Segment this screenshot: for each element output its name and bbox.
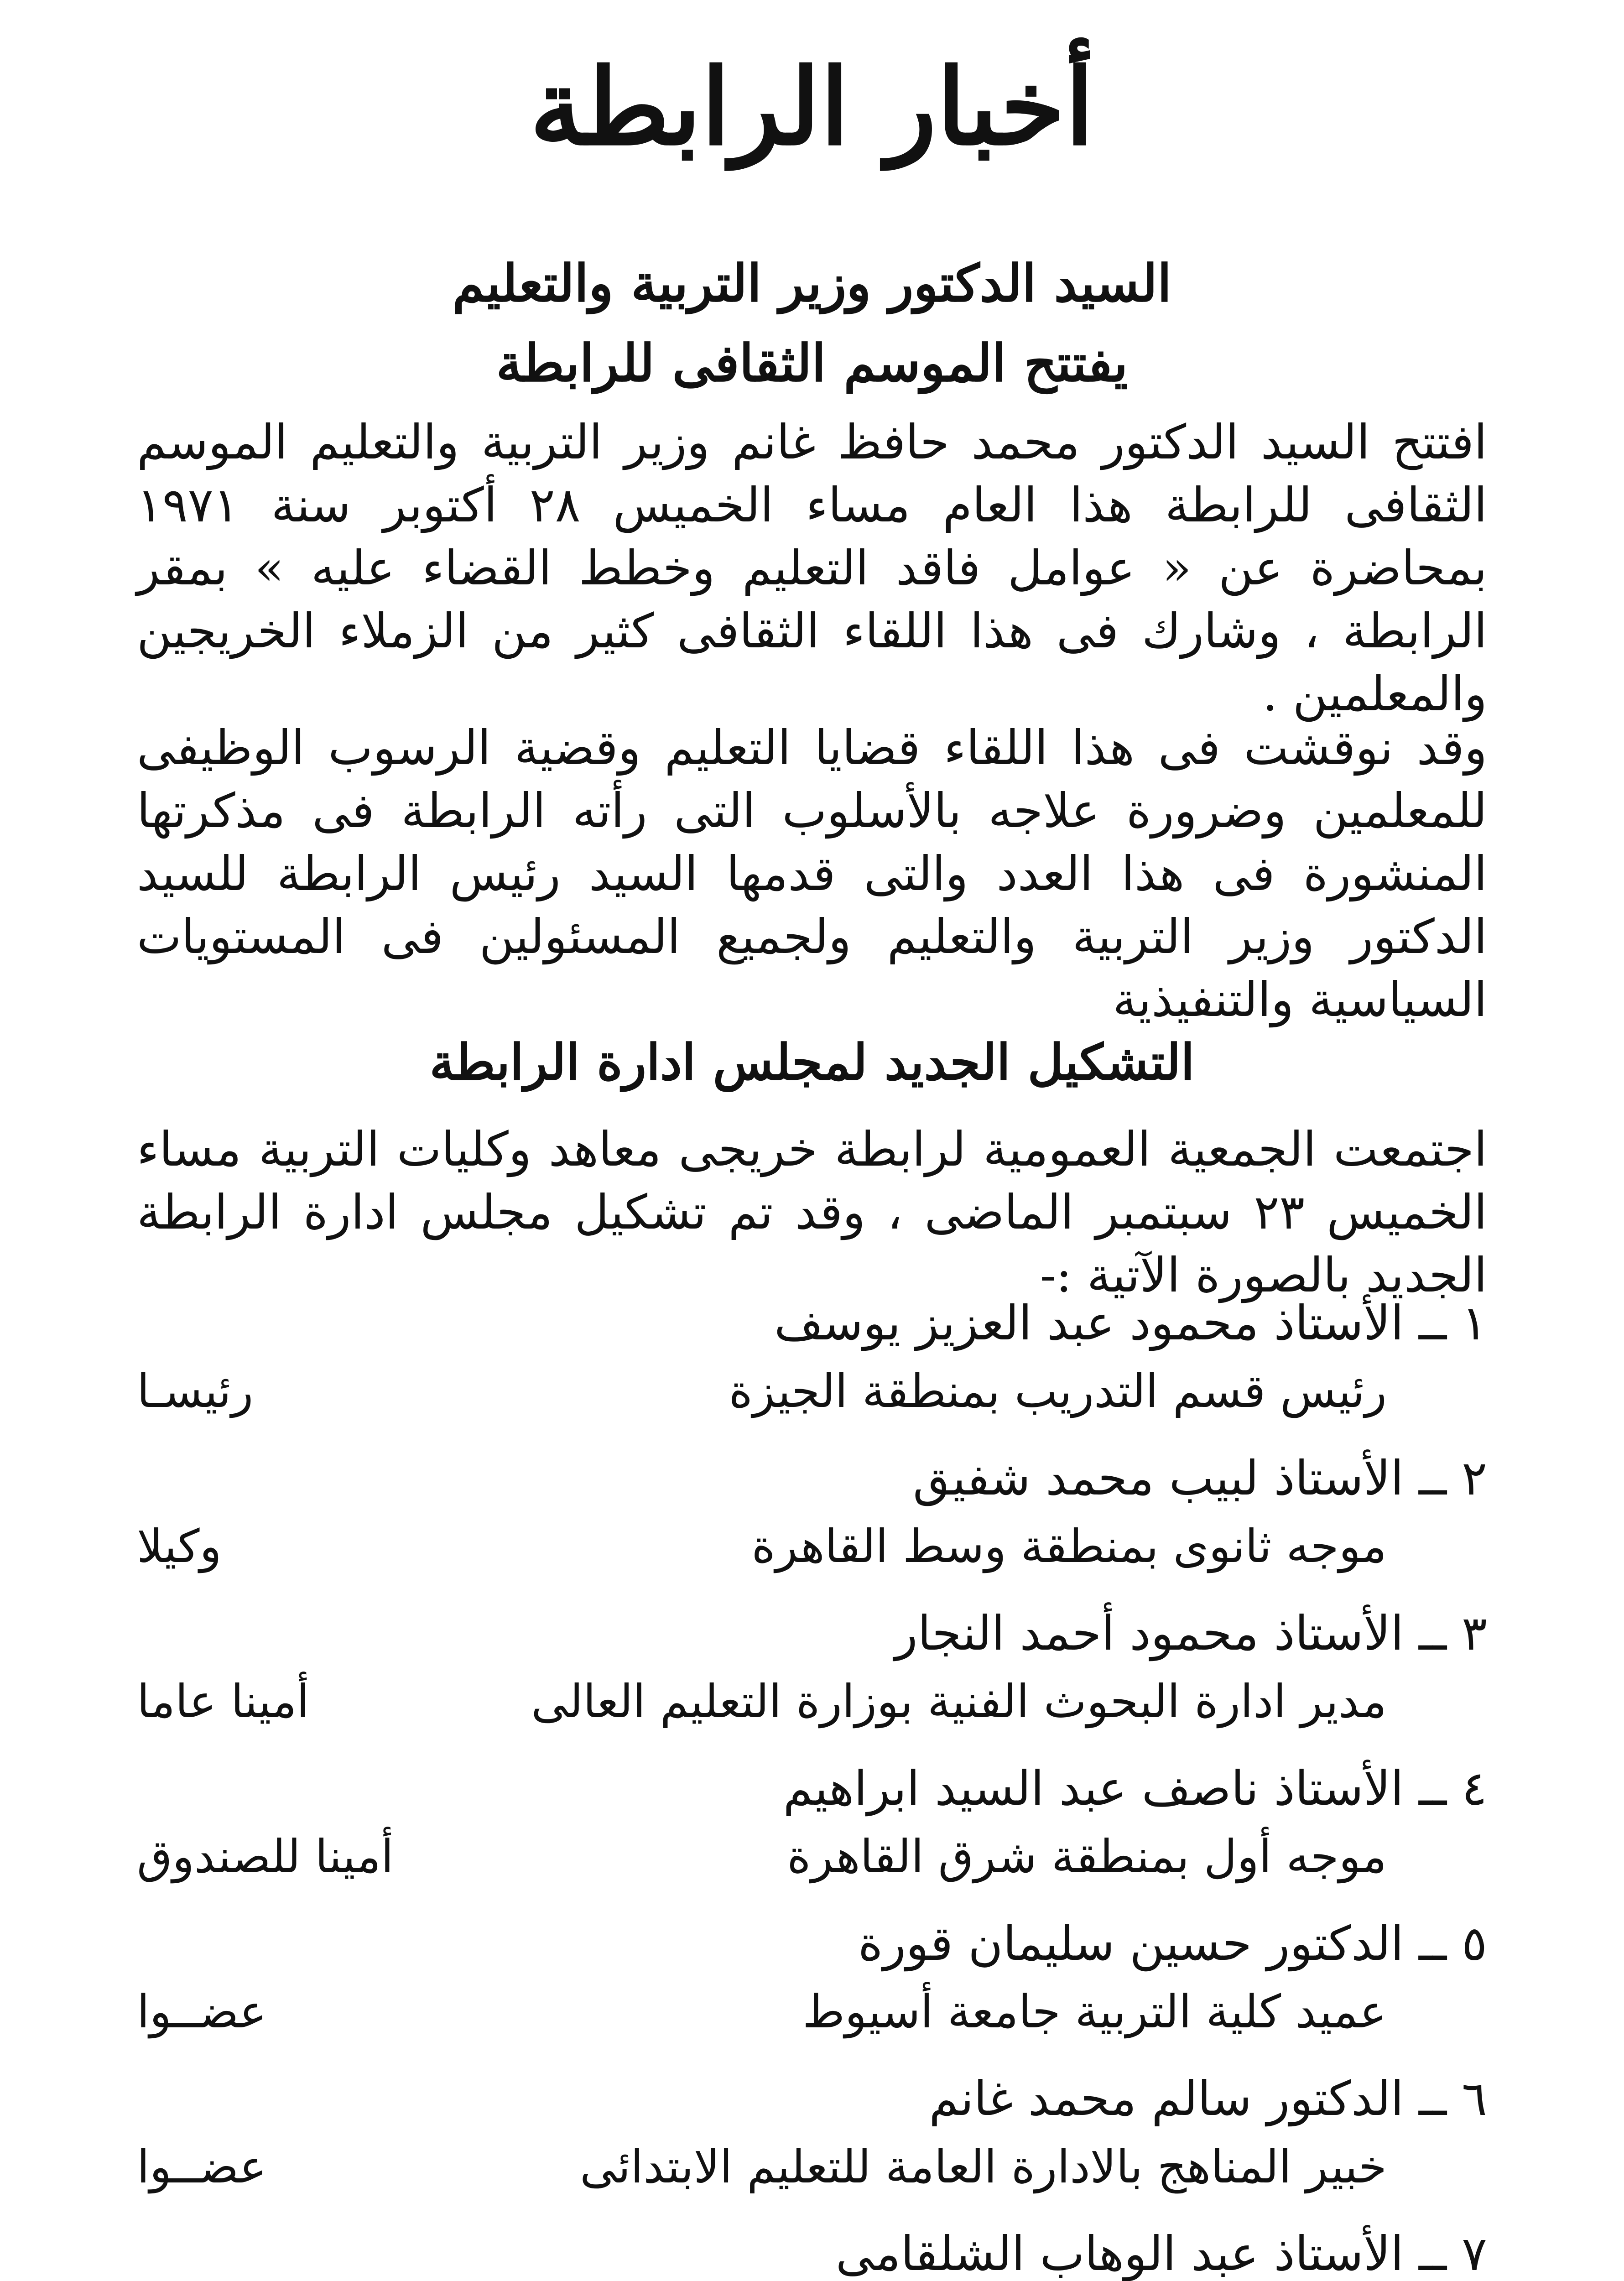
member-position: موجه أول بمنطقة شرق القاهرة [787,1830,1387,1883]
member-role: وكيلا [137,1520,222,1573]
list-item [137,2222,1487,2281]
member-name: ٤ ــ الأستاذ ناصف عبد السيد ابراهيم [783,1760,1487,1816]
article-headline-line1: السيد الدكتور وزير التربية والتعليم [452,254,1172,313]
member-position: خبير المناهج بالادارة العامة للتعليم الابتدائى [580,2140,1387,2193]
member-role: أمينا للصندوق [137,1830,394,1883]
article-paragraph-2: وقد نوقشت فى هذا اللقاء قضايا التعليم وقضية الرسوب الوظيفى للمعلمين وضرورة علاجه بالأسلوب التى رأته الرابطة فى مذكرتها المنشورة فى هذا العدد والتى قدمها السيد رئيس الرابطة للسيد الدكتور وزير التربية والتعليم ولجميع المسئولين فى المستويات السياسية والتنفيذية [137,720,1487,1027]
board-intro-paragraph: اجتمعت الجمعية العمومية لرابطة خريجى معاهد وكليات التربية مساء الخميس ٢٣ سبتمبر الماضى ، وقد تم تشكيل مجلس ادارة الرابطة الجديد بالصورة الآتية :- [137,1121,1487,1303]
member-name: ٣ ــ الأستاذ محمود أحمد النجار [895,1605,1487,1661]
member-name: ٦ ــ الدكتور سالم محمد غانم [929,2071,1487,2126]
member-position: موجه ثانوى بمنطقة وسط القاهرة [751,1520,1387,1573]
board-members-list [137,1291,1487,2281]
member-role: عضــوا [137,2140,267,2193]
article-headline-line2: يفتتح الموسم الثقافى للرابطة [496,333,1128,393]
board-section-heading: التشكيل الجديد لمجلس ادارة الرابطة [429,1034,1195,1091]
section-masthead: أخبار الرابطة [530,46,1094,169]
member-position: رئيس قسم التدريب بمنطقة الجيزة [729,1364,1387,1418]
list-item [137,1291,1487,1446]
member-name: ١ ــ الأستاذ محمود عبد العزيز يوسف [774,1295,1487,1351]
member-name: ٧ ــ الأستاذ عبد الوهاب الشلقامى [835,2226,1487,2281]
article-paragraph-1: افتتح السيد الدكتور محمد حافظ غانم وزير التربية والتعليم الموسم الثقافى للرابطة هذا العام مساء الخميس ٢٨ أكتوبر سنة ١٩٧١ بمحاضرة عن « عوامل فاقد التعليم وخطط القضاء عليه » بمقر الرابطة ، وشارك فى هذا اللقاء الثقافى كثير من الزملاء الخريجين والمعلمين . [137,414,1487,722]
list-item [137,1756,1487,1911]
list-item [137,2067,1487,2222]
member-role: عضــوا [137,1985,267,2038]
list-item [137,1601,1487,1756]
member-name: ٥ ــ الدكتور حسين سليمان قورة [858,1916,1487,1971]
member-position: عميد كلية التربية جامعة أسيوط [802,1985,1387,2038]
member-position: مدير ادارة البحوث الفنية بوزارة التعليم العالى [531,1675,1387,1728]
list-item [137,1911,1487,2067]
list-item [137,1446,1487,1601]
member-role: رئيسـا [137,1364,254,1418]
member-name: ٢ ــ الأستاذ لبيب محمد شفيق [913,1450,1487,1506]
member-role: أمينا عاما [137,1675,310,1728]
